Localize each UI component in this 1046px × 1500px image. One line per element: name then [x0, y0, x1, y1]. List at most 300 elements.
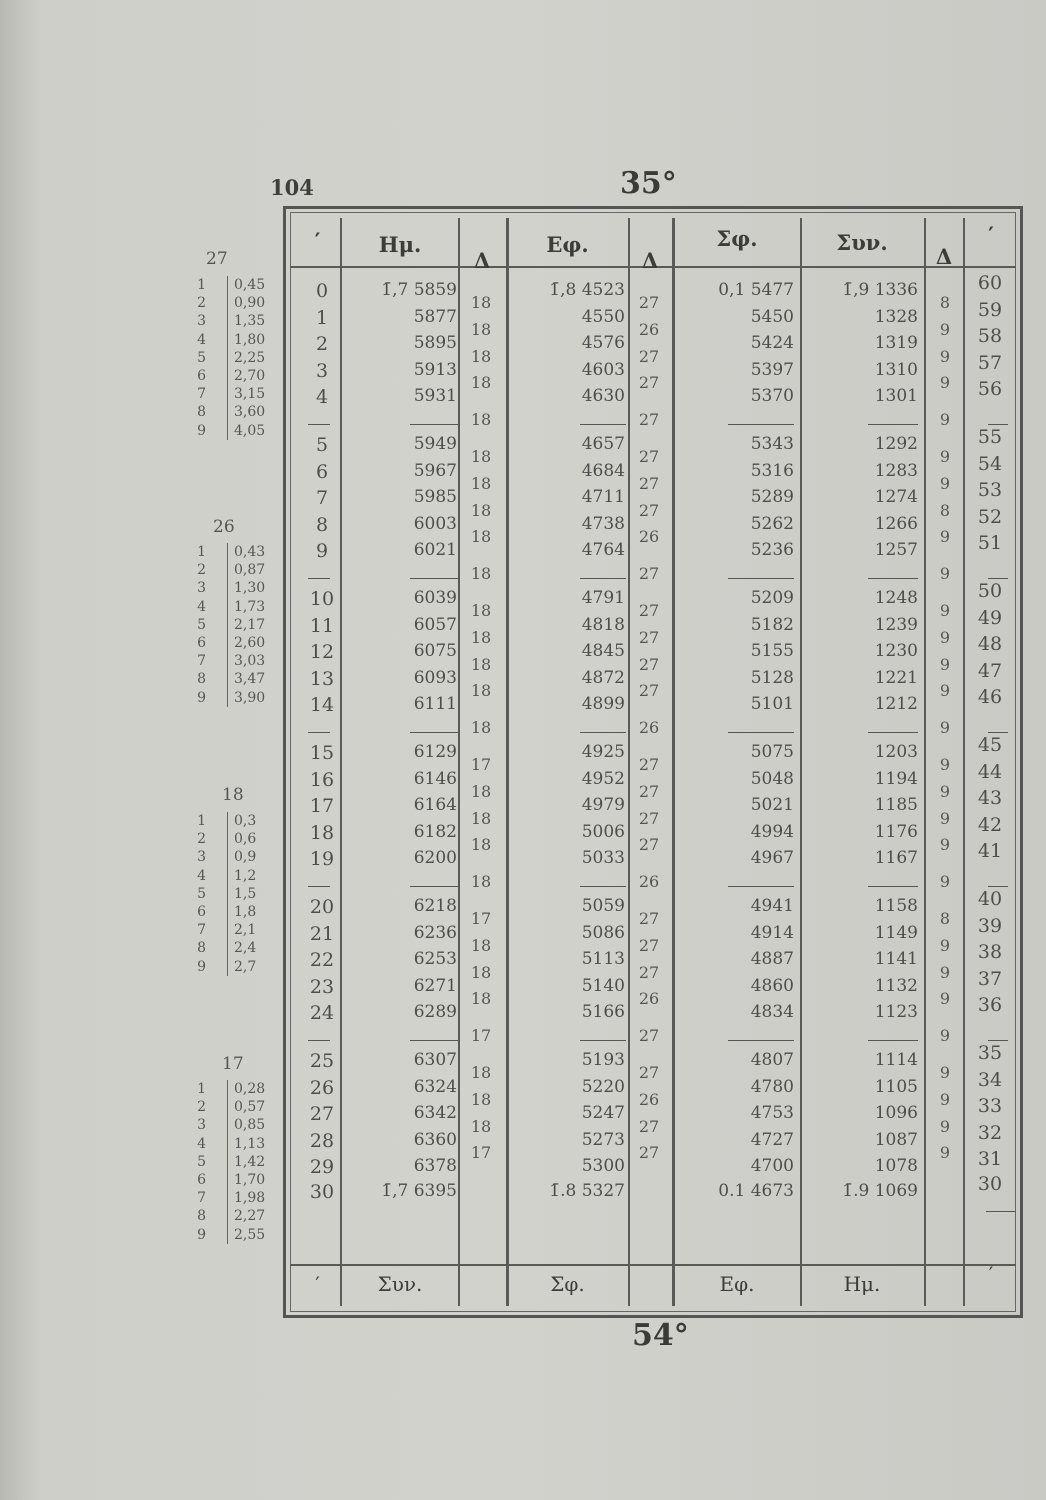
row-minute-left: 15: [309, 742, 335, 764]
proportional-parts-index: 7: [197, 922, 206, 939]
header-cotangent: Σφ.: [716, 226, 758, 251]
delta-value: 9: [939, 718, 951, 738]
cell-tangent: 4630: [581, 386, 625, 407]
row-minute-right: 30: [977, 1173, 1003, 1195]
cell-cosine: 1141: [874, 949, 918, 970]
row-minute-right: 33: [977, 1095, 1003, 1118]
group-separator: [868, 886, 918, 887]
delta-value: 18: [470, 835, 492, 855]
row-minute-right: 51: [977, 532, 1003, 555]
row-minute-left: 19: [309, 848, 335, 871]
row-minute-left: 22: [309, 949, 335, 972]
cell-tangent: 4925: [581, 742, 625, 762]
proportional-parts-row: [190, 670, 266, 688]
cell-cosine: 1158: [874, 896, 918, 916]
delta-value: 18: [470, 373, 492, 393]
footer-rule: [290, 1264, 1016, 1266]
proportional-parts-row: [190, 812, 257, 830]
cell-cosine: 1185: [874, 795, 918, 816]
row-minute-left: 4: [315, 386, 329, 409]
proportional-parts-bar: [227, 812, 228, 976]
delta-value: 27: [638, 1026, 660, 1046]
row-minute-left: 30: [309, 1181, 335, 1203]
cell-cotangent: 4994: [750, 821, 794, 842]
proportional-parts-index: 5: [197, 616, 206, 633]
row-minute-left: 2: [315, 333, 329, 356]
header-delta-sine: Δ: [473, 248, 491, 273]
cell-cotangent: 4860: [750, 975, 794, 996]
delta-value: 27: [638, 681, 660, 701]
delta-value: 8: [939, 500, 951, 520]
delta-value: 26: [638, 319, 660, 339]
proportional-parts-row: [190, 689, 266, 707]
proportional-parts-value: 2,17: [234, 616, 266, 633]
row-minute-right: 44: [977, 760, 1003, 783]
delta-value: 27: [638, 447, 660, 467]
delta-value: 9: [939, 1089, 951, 1109]
cell-cotangent: 5209: [750, 588, 794, 608]
proportional-parts-bar: [227, 1080, 228, 1244]
cell-tangent: 4791: [581, 588, 625, 608]
row-minute-left: 12: [309, 641, 335, 664]
row-minute-right: 43: [977, 787, 1003, 810]
proportional-parts-value: 3,15: [234, 386, 266, 403]
cell-cotangent: 4780: [750, 1076, 794, 1097]
delta-value: 9: [939, 935, 951, 955]
row-minute-left: 3: [315, 359, 329, 382]
footer-minutes-right: ′: [988, 1262, 994, 1286]
delta-value: 9: [939, 319, 951, 339]
proportional-parts-index: 7: [197, 653, 206, 670]
group-separator: [728, 1040, 794, 1041]
row-minute-left: 28: [309, 1129, 335, 1152]
proportional-parts-row: [190, 598, 266, 616]
row-minute-left: 20: [309, 896, 335, 918]
cell-sine: 6164: [413, 795, 457, 816]
row-minute-left: 18: [309, 821, 335, 844]
proportional-parts-value: 0,90: [234, 295, 266, 312]
proportional-parts-row: [190, 958, 257, 976]
proportional-parts-index: 6: [197, 368, 206, 384]
header-tangent: Εφ.: [546, 232, 589, 257]
group-separator: [868, 1040, 918, 1041]
delta-value: 9: [939, 527, 951, 547]
row-minute-right: 37: [977, 967, 1003, 990]
delta-value: 9: [939, 473, 951, 493]
delta-value: 9: [939, 1116, 951, 1136]
group-separator: [308, 578, 330, 579]
delta-value: 9: [939, 654, 951, 674]
cell-sine: 6075: [413, 641, 457, 662]
proportional-parts-index: 1: [197, 544, 206, 560]
final-rule: [986, 1211, 1016, 1212]
proportional-parts-value: 1,8: [234, 904, 257, 920]
cell-sine: 5949: [413, 434, 457, 454]
cell-sine: 6324: [413, 1076, 457, 1097]
delta-value: 18: [470, 500, 492, 520]
group-separator: [580, 578, 626, 579]
row-minute-left: 27: [309, 1103, 335, 1126]
group-separator: [410, 1040, 458, 1041]
delta-value: 17: [470, 1026, 492, 1046]
delta-value: 18: [470, 410, 492, 430]
group-separator: [308, 732, 330, 733]
delta-value: 18: [470, 1116, 492, 1136]
delta-value: 9: [939, 808, 951, 828]
cell-cosine: 1087: [874, 1129, 918, 1150]
cell-sine: 6289: [413, 1002, 457, 1023]
cell-sine: 6021: [413, 540, 457, 561]
cell-sine: 6057: [413, 614, 457, 635]
row-minute-left: 14: [309, 694, 335, 717]
cell-cotangent: 4887: [750, 949, 794, 970]
row-minute-right: 47: [977, 659, 1003, 682]
row-minute-right: 56: [977, 378, 1003, 401]
cell-cotangent: 5155: [750, 641, 794, 662]
cell-sine: 5913: [413, 359, 457, 380]
row-minute-right: 34: [977, 1068, 1003, 1091]
proportional-parts-index: 1: [197, 277, 206, 293]
proportional-parts-index: 4: [197, 1135, 206, 1152]
group-separator: [988, 886, 1008, 887]
row-minute-left: 17: [309, 795, 335, 818]
cell-sine: 6253: [413, 949, 457, 970]
cell-sine: 5985: [413, 487, 457, 508]
proportional-parts-bar: [227, 543, 228, 707]
cell-cotangent: 5424: [750, 333, 794, 354]
delta-value: 26: [638, 527, 660, 547]
proportional-parts-row: [190, 939, 257, 957]
row-minute-left: 29: [309, 1156, 335, 1179]
proportional-parts-value: 1,80: [234, 331, 266, 348]
proportional-parts-value: 2,60: [234, 635, 266, 651]
row-minute-right: 38: [977, 941, 1003, 964]
cell-sine: 1̄,7 6395: [381, 1181, 457, 1201]
row-minute-right: 40: [977, 888, 1003, 910]
delta-value: 18: [470, 1063, 492, 1083]
proportional-parts-row: [190, 921, 257, 939]
row-minute-left: 21: [309, 922, 335, 945]
cell-tangent: 4550: [581, 306, 625, 327]
group-separator: [410, 578, 458, 579]
proportional-parts-value: 1,2: [234, 867, 257, 884]
cell-cotangent: 5128: [750, 667, 794, 688]
row-minute-right: 39: [977, 914, 1003, 937]
delta-value: 27: [638, 473, 660, 493]
proportional-parts-value: 1,73: [234, 598, 266, 615]
delta-value: 18: [470, 681, 492, 701]
proportional-parts-heading: 18: [222, 785, 244, 805]
cell-cotangent: 0,1 5477: [718, 280, 794, 300]
cell-sine: 6200: [413, 848, 457, 869]
row-minute-left: 7: [315, 487, 329, 510]
proportional-parts-index: 1: [197, 813, 206, 829]
delta-value: 27: [638, 373, 660, 393]
group-separator: [580, 732, 626, 733]
page-number: 104: [270, 175, 314, 200]
cell-cosine: 1̄.9 1069: [842, 1181, 918, 1201]
cell-sine: 6182: [413, 821, 457, 842]
cell-cotangent: 4700: [750, 1156, 794, 1177]
proportional-parts-value: 1,42: [234, 1153, 266, 1170]
group-separator: [868, 732, 918, 733]
row-minute-left: 9: [315, 540, 329, 563]
cell-tangent: 5086: [581, 922, 625, 943]
cell-sine: 5967: [413, 460, 457, 481]
delta-value: 27: [638, 293, 660, 313]
delta-value: 27: [638, 601, 660, 621]
delta-value: 27: [638, 500, 660, 520]
header-minutes-left: ′: [314, 228, 321, 253]
group-separator: [580, 886, 626, 887]
cell-tangent: 4576: [581, 333, 625, 354]
delta-value: 18: [470, 654, 492, 674]
row-minute-left: 0: [315, 280, 329, 302]
proportional-parts-row: [190, 848, 257, 866]
proportional-parts-value: 2,70: [234, 368, 266, 384]
delta-value: 27: [638, 627, 660, 647]
proportional-parts-index: 1: [197, 1081, 206, 1097]
proportional-parts-index: 7: [197, 1190, 206, 1207]
delta-value: 18: [470, 718, 492, 738]
cell-cosine: 1123: [874, 1002, 918, 1023]
cell-cotangent: 5450: [750, 306, 794, 327]
cell-sine: 1̄,7 5859: [381, 280, 457, 300]
cell-cotangent: 5236: [750, 540, 794, 561]
row-minute-right: 49: [977, 606, 1003, 629]
cell-tangent: 4764: [581, 540, 625, 561]
proportional-parts-index: 5: [197, 885, 206, 902]
cell-tangent: 5247: [581, 1103, 625, 1124]
proportional-parts-row: [190, 1207, 266, 1225]
cell-tangent: 4684: [581, 460, 625, 481]
cell-tangent: 5006: [581, 821, 625, 842]
proportional-parts-index: 4: [197, 331, 206, 348]
row-minute-right: 58: [977, 325, 1003, 348]
delta-value: 18: [470, 962, 492, 982]
cell-sine: 6307: [413, 1050, 457, 1070]
proportional-parts-index: 2: [197, 1099, 206, 1116]
cell-sine: 6039: [413, 588, 457, 608]
cell-cosine: 1105: [874, 1076, 918, 1097]
delta-value: 9: [939, 1143, 951, 1163]
proportional-parts-value: 1,30: [234, 580, 266, 597]
row-minute-left: 26: [309, 1076, 335, 1099]
row-minute-left: 16: [309, 768, 335, 791]
proportional-parts-value: 3,03: [234, 653, 266, 670]
row-minute-right: 48: [977, 633, 1003, 656]
proportional-parts-row: [190, 885, 257, 903]
degree-heading-top: 35°: [620, 166, 677, 201]
cell-tangent: 5300: [581, 1156, 625, 1177]
cell-cotangent: 4967: [750, 848, 794, 869]
cell-tangent: 5273: [581, 1129, 625, 1150]
footer-cotangent: Σφ.: [550, 1272, 585, 1296]
proportional-parts-row: [190, 579, 266, 597]
delta-value: 18: [470, 808, 492, 828]
cell-cosine: 1176: [874, 821, 918, 842]
proportional-parts-index: 2: [197, 831, 206, 848]
row-minute-right: 57: [977, 351, 1003, 374]
cell-tangent: 5059: [581, 896, 625, 916]
delta-value: 18: [470, 989, 492, 1009]
cell-tangent: 4711: [581, 487, 625, 508]
row-minute-left: 6: [315, 460, 329, 483]
proportional-parts-row: [190, 830, 257, 848]
proportional-parts-value: 0,85: [234, 1117, 266, 1134]
row-minute-right: 50: [977, 580, 1003, 602]
proportional-parts-value: 2,27: [234, 1208, 266, 1225]
cell-tangent: 4818: [581, 614, 625, 635]
proportional-parts-value: 1,5: [234, 885, 257, 902]
cell-tangent: 4872: [581, 667, 625, 688]
cell-sine: 6378: [413, 1156, 457, 1177]
cell-cotangent: 5101: [750, 694, 794, 715]
delta-value: 17: [470, 1143, 492, 1163]
cell-cotangent: 5075: [750, 742, 794, 762]
cell-tangent: 5113: [581, 949, 625, 970]
proportional-parts-index: 8: [197, 940, 206, 957]
delta-value: 27: [638, 781, 660, 801]
proportional-parts-row: [190, 1116, 266, 1134]
row-minute-right: 53: [977, 479, 1003, 502]
cell-cotangent: 5397: [750, 359, 794, 380]
proportional-parts-value: 0,28: [234, 1081, 266, 1097]
cell-sine: 6218: [413, 896, 457, 916]
proportional-parts-index: 6: [197, 904, 206, 920]
cell-cosine: 1194: [874, 768, 918, 789]
delta-value: 27: [638, 962, 660, 982]
cell-cotangent: 0.1 4673: [718, 1181, 794, 1201]
cell-cosine: 1096: [874, 1103, 918, 1124]
proportional-parts-row: [190, 1080, 266, 1098]
row-minute-right: 35: [977, 1042, 1003, 1064]
delta-value: 18: [470, 1089, 492, 1109]
delta-value: 9: [939, 962, 951, 982]
proportional-parts-value: 0,57: [234, 1099, 266, 1116]
cell-tangent: 5220: [581, 1076, 625, 1097]
proportional-parts-value: 2,1: [234, 922, 257, 939]
delta-value: 27: [638, 1063, 660, 1083]
row-minute-left: 10: [309, 588, 335, 610]
delta-value: 27: [638, 909, 660, 929]
group-separator: [410, 886, 458, 887]
proportional-parts-value: 0,6: [234, 831, 257, 848]
proportional-parts-row: [190, 1171, 266, 1189]
delta-value: 18: [470, 319, 492, 339]
delta-value: 9: [939, 564, 951, 584]
cell-cotangent: 5048: [750, 768, 794, 789]
delta-value: 18: [470, 935, 492, 955]
delta-value: 9: [939, 346, 951, 366]
footer-cosine: Συν.: [377, 1272, 423, 1296]
delta-value: 9: [939, 835, 951, 855]
column-divider: [628, 218, 630, 1306]
cell-tangent: 4738: [581, 513, 625, 534]
delta-value: 9: [939, 601, 951, 621]
proportional-parts-value: 1,35: [234, 313, 266, 330]
delta-value: 27: [638, 835, 660, 855]
proportional-parts-row: [190, 1153, 266, 1171]
group-separator: [410, 732, 458, 733]
delta-value: 9: [939, 410, 951, 430]
proportional-parts-value: 3,60: [234, 404, 266, 421]
proportional-parts-index: 8: [197, 671, 206, 688]
cell-sine: 6360: [413, 1129, 457, 1150]
header-delta-tangent: Δ: [641, 248, 659, 273]
delta-value: 9: [939, 872, 951, 892]
proportional-parts-index: 3: [197, 580, 206, 597]
column-divider: [924, 218, 926, 1306]
proportional-parts-index: 9: [197, 958, 206, 975]
proportional-parts-row: [190, 294, 266, 312]
delta-value: 27: [638, 755, 660, 775]
delta-value: 27: [638, 808, 660, 828]
cell-cosine: 1221: [874, 667, 918, 688]
proportional-parts-row: [190, 867, 257, 885]
proportional-parts-value: 4,05: [234, 422, 266, 439]
row-minute-left: 8: [315, 513, 329, 536]
proportional-parts-row: [190, 349, 266, 367]
cell-cotangent: 4727: [750, 1129, 794, 1150]
proportional-parts-index: 2: [197, 562, 206, 579]
cell-tangent: 1̄,8 4523: [549, 280, 625, 300]
row-minute-right: 60: [977, 272, 1003, 294]
cell-sine: 5895: [413, 333, 457, 354]
row-minute-right: 46: [977, 686, 1003, 709]
delta-value: 27: [638, 654, 660, 674]
cell-sine: 6146: [413, 768, 457, 789]
cell-tangent: 4657: [581, 434, 625, 454]
cell-cosine: 1212: [874, 694, 918, 715]
group-separator: [868, 578, 918, 579]
group-separator: [728, 424, 794, 425]
proportional-parts-index: 7: [197, 386, 206, 403]
cell-sine: 6003: [413, 513, 457, 534]
delta-value: 17: [470, 909, 492, 929]
cell-sine: 6271: [413, 975, 457, 996]
proportional-parts-value: 0,45: [234, 277, 266, 293]
cell-cosine: 1248: [874, 588, 918, 608]
cell-sine: 6236: [413, 922, 457, 943]
footer-minutes-left: ′: [315, 1272, 320, 1296]
delta-value: 9: [939, 627, 951, 647]
group-separator: [580, 1040, 626, 1041]
delta-value: 18: [470, 447, 492, 467]
cell-cosine: 1257: [874, 540, 918, 561]
proportional-parts-row: [190, 561, 266, 579]
cell-cotangent: 4941: [750, 896, 794, 916]
group-separator: [868, 424, 918, 425]
proportional-parts-heading: 27: [206, 249, 228, 269]
cell-cosine: 1328: [874, 306, 918, 327]
delta-value: 26: [638, 989, 660, 1009]
proportional-parts-row: [190, 634, 266, 652]
proportional-parts-index: 4: [197, 867, 206, 884]
proportional-parts-row: [190, 422, 266, 440]
proportional-parts-row: [190, 652, 266, 670]
proportional-parts-index: 9: [197, 422, 206, 439]
row-minute-right: 42: [977, 813, 1003, 836]
proportional-parts-value: 2,4: [234, 940, 257, 957]
proportional-parts-row: [190, 312, 266, 330]
proportional-parts-value: 0,3: [234, 813, 257, 829]
row-minute-left: 25: [309, 1050, 335, 1072]
delta-value: 27: [638, 410, 660, 430]
proportional-parts-index: 6: [197, 1172, 206, 1188]
group-separator: [988, 578, 1008, 579]
row-minute-left: 11: [309, 614, 335, 637]
